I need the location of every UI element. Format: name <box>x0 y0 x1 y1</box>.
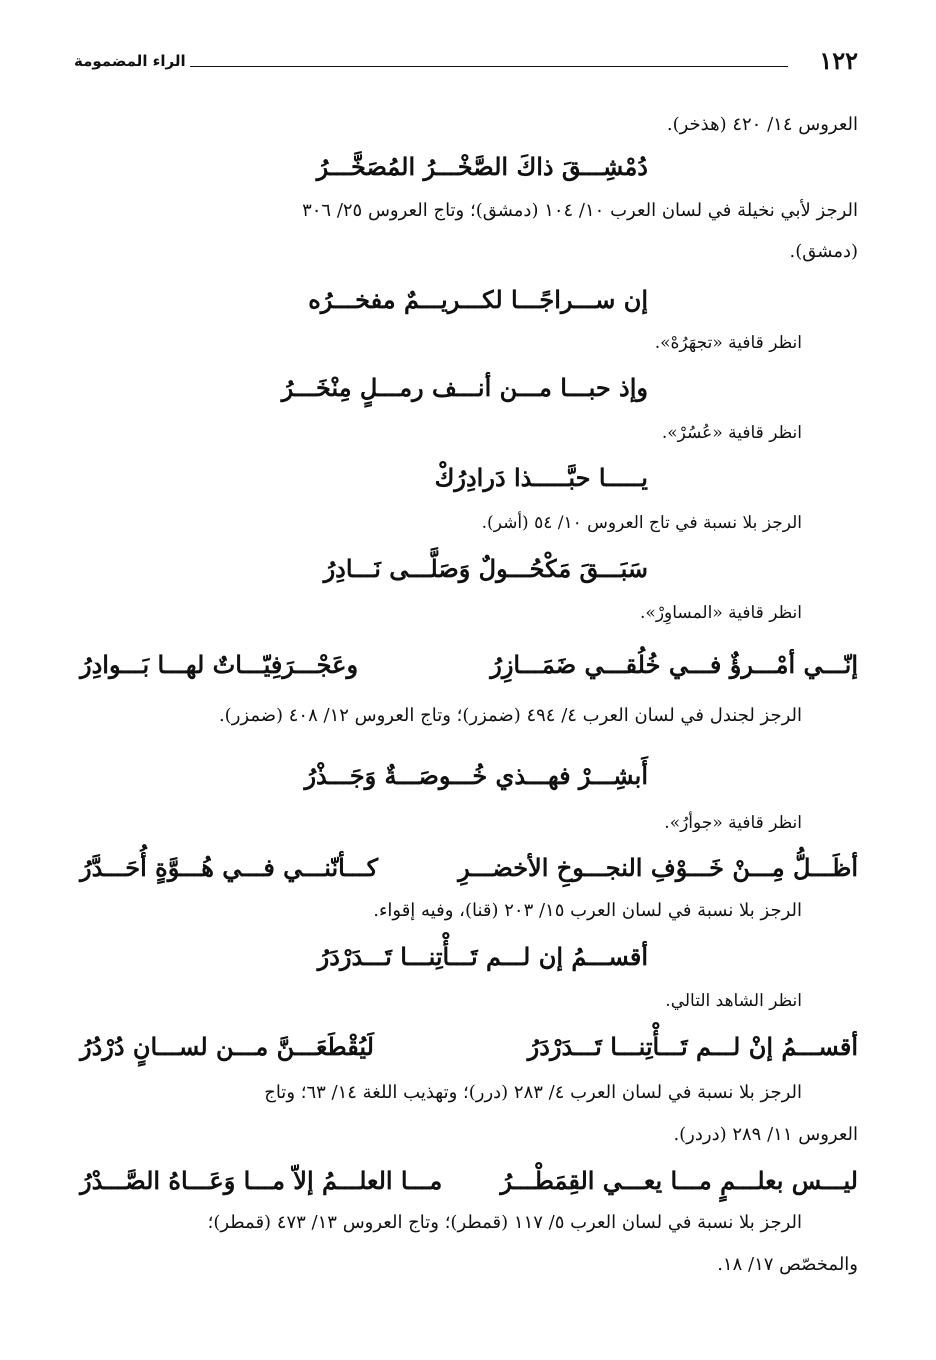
hemistich-first: إنّـــي أمْـــرؤٌ فـــي خُلُقـــي ضَمَـــازِرُ <box>490 650 858 679</box>
verse-line: دُمْشِـــقَ ذاكَ الصَّخْـــرُ المُصَخَّـــرُ <box>316 152 648 181</box>
hemistich-first: أقســـمُ إنْ لـــم تَـــأْتِنـــا تَـــدَرْدَرُ <box>527 1032 858 1061</box>
cross-reference: انظر قافية «المساوِرْ». <box>640 603 802 623</box>
hemistich-second: مـــا العلـــمُ إلاّ مـــا وَعَـــاهُ الصَّـــدْرُ <box>80 1166 443 1195</box>
verse-line: أقســـمُ إن لـــم تَـــأْتِنـــا تَـــدَرْدَرُ <box>317 942 648 971</box>
source-line: العروس ١٤/ ٤٢٠ (هذخر). <box>666 114 858 135</box>
running-header <box>74 46 858 86</box>
hemistich-second: كـــأنّنـــي فـــي هُـــوَّةٍ أُحَـــدَّرُ <box>80 853 378 882</box>
cross-reference: انظر قافية «جوأرُ». <box>664 813 802 833</box>
verse-line: يـــــا حبَّـــــذا دَرادِرُكْ <box>434 463 648 492</box>
verse-couplet <box>80 1166 858 1195</box>
header-rule <box>190 66 788 67</box>
verse-line: سَبَـــقَ مَكْحُـــولٌ وَصَلَّـــى نَـــادِرُ <box>323 554 648 583</box>
hemistich-first: ليـــس بعلـــمٍ مـــا يعـــي القِمَطْـــرُ <box>500 1166 858 1195</box>
verse-couplet <box>80 853 858 882</box>
source-line: الرجز بلا نسبة في تاج العروس ١٠/ ٥٤ (أشر). <box>481 513 802 533</box>
source-line: الرجز بلا نسبة في لسان العرب ٤/ ٢٨٣ (درر)؛ وتهذيب اللغة ١٤/ ٦٣؛ وتاج <box>264 1082 802 1103</box>
verse-couplet <box>80 1032 858 1061</box>
cross-reference: انظر الشاهد التالي. <box>665 991 802 1011</box>
hemistich-first: أظَـــلُّ مِـــنْ خَـــوْفِ النجـــوخِ الأخضـــرِ <box>458 853 858 882</box>
verse-line: وإذ حبـــا مـــن أنـــف رمـــلٍ مِنْخَـــرُ <box>281 373 648 402</box>
source-line: الرجز لأبي نخيلة في لسان العرب ١٠/ ١٠٤ (دمشق)؛ وتاج العروس ٢٥/ ٣٠٦ <box>302 200 858 221</box>
verse-line: أَبشِـــرْ فهـــذي خُـــوصَـــةٌ وَجَـــذْرُ <box>304 761 648 790</box>
source-line: الرجز بلا نسبة في لسان العرب ١٥/ ٢٠٣ (قنا)، وفيه إقواء. <box>373 900 802 921</box>
cross-reference: انظر قافية «تجهَرُهْ». <box>654 333 802 353</box>
cross-reference: انظر قافية «عُسُرْ». <box>661 423 802 443</box>
hemistich-second: وعَجْـــرَفِيّـــاتٌ لهـــا بَـــوادِرُ <box>80 650 359 679</box>
source-line: والمخصّص ١٧/ ١٨. <box>717 1254 858 1275</box>
verse-couplet <box>80 650 858 679</box>
verse-line: إن ســـراجًـــا لكـــريـــمٌ مفخـــرُه <box>308 285 648 314</box>
source-line: العروس ١١/ ٢٨٩ (دردر). <box>673 1124 858 1145</box>
hemistich-second: لَيُقْطَعَـــنَّ مـــن لســـانٍ دُرْدُرُ <box>80 1032 374 1061</box>
page-number: ١٢٢ <box>819 46 858 75</box>
source-line: الرجز بلا نسبة في لسان العرب ٥/ ١١٧ (قمطر)؛ وتاج العروس ١٣/ ٤٧٣ (قمطر)؛ <box>207 1212 802 1233</box>
running-title: الراء المضمومة <box>74 52 186 70</box>
source-line: الرجز لجندل في لسان العرب ٤/ ٤٩٤ (ضمزر)؛ وتاج العروس ١٢/ ٤٠٨ (ضمزر). <box>218 705 802 726</box>
source-line: (دمشق). <box>789 241 858 262</box>
